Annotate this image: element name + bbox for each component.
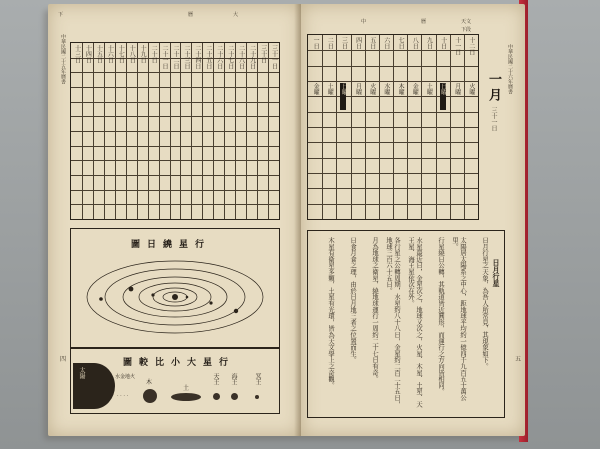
inner-planets-dots: · · · ·	[117, 393, 129, 399]
calendar-date-cell: 一日	[312, 37, 320, 49]
grid-line	[308, 173, 478, 174]
figure-title: 圖較比小大星行	[123, 358, 236, 368]
uranus-icon	[213, 393, 220, 400]
planet-size-figure	[70, 348, 280, 414]
grid-line	[308, 50, 478, 51]
grid-line	[308, 188, 478, 189]
grid-line	[308, 158, 478, 159]
calendar-date-cell: 十七日	[117, 45, 125, 63]
calendar-date-cell: 二日	[326, 37, 334, 49]
calendar-date-cell: 二十三日	[182, 45, 190, 69]
pluto-icon	[255, 395, 259, 399]
calendar-date-cell: 十二日	[467, 37, 475, 55]
orbit-diagram	[71, 229, 279, 347]
header-mark: 天文	[461, 19, 472, 25]
calendar-date-cell: 二十四日	[193, 45, 201, 69]
calendar-date-cell: 二十一日	[161, 45, 169, 69]
figure-title: 圖日繞星行	[131, 240, 212, 250]
text-column: 日食月食之理，由於日月地三者之位置而生。	[349, 237, 356, 363]
grid-line	[71, 190, 279, 191]
calendar-date-cell: 二十日	[150, 45, 158, 63]
grid-line	[71, 87, 279, 88]
page-number: 四	[60, 356, 67, 363]
margin-note: 中華民國二十五年曆書	[60, 34, 66, 84]
grid-line	[71, 175, 279, 176]
grid-line	[71, 131, 279, 132]
calendar-date-cell: 二十五日	[204, 45, 212, 69]
pluto-label: 冥王	[254, 373, 261, 385]
calendar-date-cell: 十六日	[106, 45, 114, 63]
grid-line	[71, 160, 279, 161]
astronomy-text-block	[307, 230, 505, 418]
calendar-weekday-cell: 月曜	[354, 83, 362, 95]
calendar-weekday-cell: 金曜	[312, 83, 320, 95]
header-mark: 中	[361, 19, 367, 25]
calendar-date-cell: 十三日	[73, 45, 81, 63]
calendar-date-cell: 十五日	[95, 45, 103, 63]
inner-planets-label: 水金地火	[115, 374, 136, 380]
calendar-date-cell: 十日	[439, 37, 447, 49]
text-heading: 日月行星	[492, 259, 501, 287]
text-column: 各行星之公轉周期，水星約八十八日，金星約二百二十五日，地球三百六十五日。	[385, 237, 400, 408]
grid-line	[71, 204, 279, 205]
text-column: 日月行星之天象，為吾人所常見，其現象如下。	[481, 237, 488, 370]
text-column: 木星有衛星多顆，土星有光環，皆為天文學上之奇觀。	[327, 237, 334, 389]
jupiter-icon	[143, 389, 157, 403]
calendar-date-cell: 二十七日	[226, 45, 234, 69]
calendar-weekday-cell: 水曜	[382, 83, 390, 95]
calendar-weekday-cell: 木曜	[397, 83, 405, 95]
calendar-date-cell: 七日	[397, 37, 405, 49]
calendar-date-cell: 九日	[425, 37, 433, 49]
header-mark: 下段	[461, 27, 472, 33]
grid-line	[71, 72, 279, 73]
grid-line	[308, 81, 478, 82]
calendar-weekday-cell: 火曜	[368, 83, 376, 95]
text-column: 太陽居太陽系之中心，距地球平均約一億四千九百五十萬公里。	[451, 237, 466, 401]
jupiter-label: 木	[146, 379, 153, 386]
text-column: 月為地球之衛星，繞地球運行一周約二十七日有奇。	[371, 237, 378, 382]
calendar-date-cell: 六日	[382, 37, 390, 49]
calendar-date-cell: 二十九日	[248, 45, 256, 69]
sun-label: 太陽	[78, 367, 85, 379]
month-days: 三十一日	[490, 107, 497, 131]
grid-line	[308, 204, 478, 205]
neptune-label: 海王	[230, 373, 237, 385]
left-page	[48, 4, 301, 436]
calendar-date-cell: 八日	[411, 37, 419, 49]
grid-line	[308, 96, 478, 97]
calendar-weekday-cell: 火曜	[467, 83, 475, 95]
grid-line	[308, 66, 478, 67]
margin-note: 中華民國二十六年曆書	[507, 44, 513, 94]
calendar-date-cell: 十九日	[139, 45, 147, 63]
grid-line	[308, 112, 478, 113]
calendar-table-right	[307, 34, 479, 220]
calendar-date-cell: 三日	[340, 37, 348, 49]
text-column: 水星最近日，金星次之，地球又次之，火星、木星、土星、天王星、海王星依次在外。	[407, 237, 422, 408]
calendar-date-cell: 四日	[354, 37, 362, 49]
calendar-weekday-cell: 日曜	[440, 83, 446, 110]
text-column: 行星繞日公轉，其軌道皆近圓形，而運行之方向皆相同。	[437, 237, 444, 395]
calendar-date-cell: 三十一日	[270, 45, 278, 69]
page-number: 五	[515, 356, 522, 363]
calendar-weekday-cell: 土曜	[425, 83, 433, 95]
header-mark: 下	[58, 12, 64, 18]
header-mark: 大	[233, 12, 239, 18]
calendar-weekday-cell: 土曜	[326, 83, 334, 95]
grid-line	[71, 116, 279, 117]
header-mark: 曆	[421, 19, 427, 25]
solar-system-figure	[70, 228, 280, 348]
right-page	[301, 4, 525, 436]
calendar-weekday-cell: 金曜	[411, 83, 419, 95]
grid-line	[308, 127, 478, 128]
calendar-date-cell: 二十二日	[172, 45, 179, 69]
calendar-date-cell: 十四日	[84, 45, 92, 63]
calendar-date-cell: 十八日	[128, 45, 136, 63]
calendar-date-cell: 二十六日	[215, 45, 223, 69]
neptune-icon	[231, 393, 238, 400]
calendar-date-cell: 五日	[368, 37, 376, 49]
calendar-date-cell: 二十八日	[237, 45, 245, 69]
grid-line	[71, 102, 279, 103]
calendar-table-left	[70, 42, 280, 220]
saturn-label: 土	[183, 385, 190, 392]
header-mark: 曆	[188, 12, 194, 18]
saturn-icon	[171, 393, 201, 401]
month-title: 一月	[486, 72, 501, 104]
calendar-weekday-cell: 日曜	[340, 83, 346, 110]
calendar-date-cell: 十一日	[453, 37, 461, 55]
calendar-date-cell: 三十日	[259, 45, 267, 63]
calendar-weekday-cell: 月曜	[453, 83, 461, 95]
grid-line	[308, 142, 478, 143]
uranus-label: 天王	[212, 373, 219, 385]
grid-line	[71, 146, 279, 147]
